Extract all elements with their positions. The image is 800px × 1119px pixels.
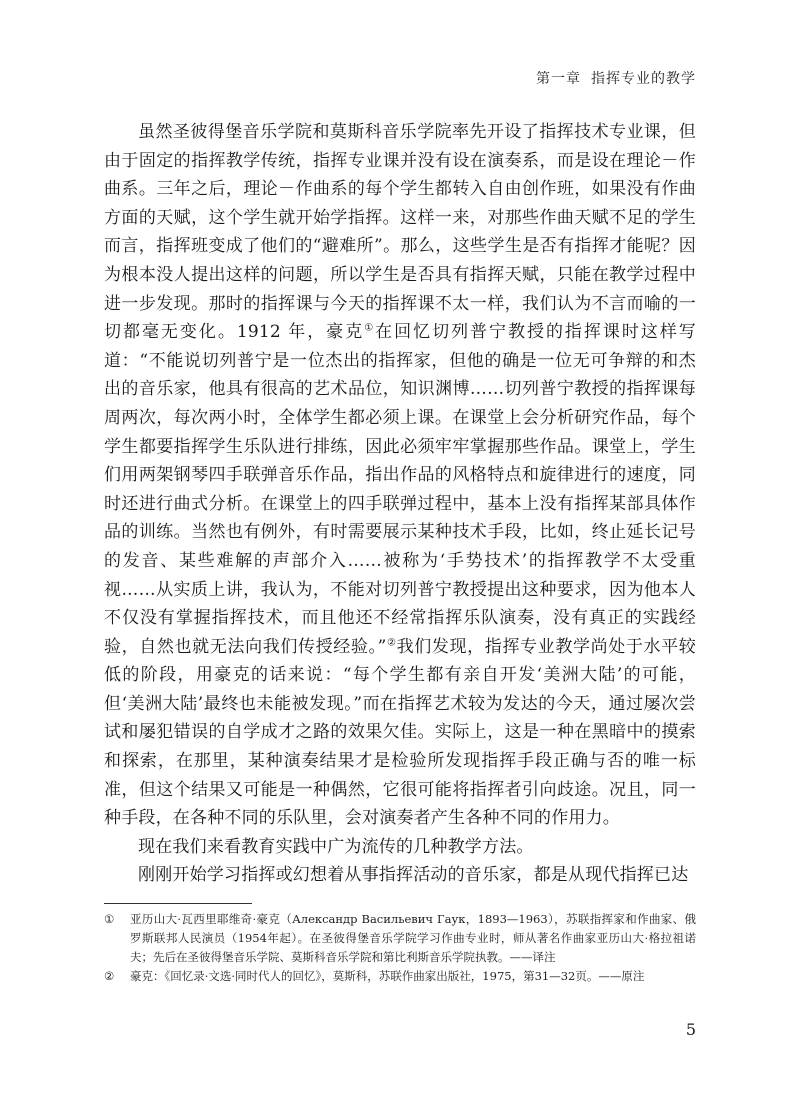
paragraph-3: 刚刚开始学习指挥或幻想着从事指挥活动的音乐家，都是从现代指挥已达 [138,865,689,886]
footnote-2 [104,967,696,986]
running-header [536,68,696,88]
footnote-ref-1: ① [364,322,376,334]
paragraph-1 [104,118,696,833]
footnotes [104,910,696,986]
footnote-2-text: 豪克：《回忆录·文选·同时代人的回忆》，莫斯科，苏联作曲家出版社，1975，第31—32页。——原注 [130,969,645,983]
footnote-ref-2: ② [386,637,397,649]
chapter-title: 指挥专业的教学 [591,71,696,87]
footnote-1 [104,910,696,967]
footnote-1-text: 亚历山大·瓦西里耶维奇·豪克（Александр Васильевич Гаук，1893—1963），苏联指挥家和作曲家、俄罗斯联邦人民演员（1954年起）。在圣彼得堡音乐学院学习作曲专业时，师从著名作曲家亚历山大·格拉祖诺夫；先后在圣彼得堡音乐学院、莫斯科音乐学院和第比利斯音乐学院执教。——译注 [130,912,696,964]
footnote-2-mark: ② [104,969,115,983]
page-number: 5 [685,1020,696,1039]
paragraph-1-part-3: 我们发现，指挥专业教学尚处于水平较低的阶段，用豪克的话来说：“每个学生都有亲自开发‘美洲大陆’的可能，但‘美洲大陆’最终也未能被发现。”而在指挥艺术较为发达的今天，通过屡次尝试和屡犯错误的自学成才之路的效果欠佳。实际上，这是一种在黑暗中的摸索和探索，在那里，某种演奏结果才是检验所发现指挥手段正确与否的唯一标准，但这个结果又可能是一种偶然，它很可能将指挥者引向歧途。况且，同一种手段，在各种不同的乐队里，会对演奏者产生各种不同的作用力。 [104,636,697,829]
footnote-1-mark: ① [104,912,115,926]
paragraph-1-part-1: 虽然圣彼得堡音乐学院和莫斯科音乐学院率先开设了指挥技术专业课，但由于固定的指挥教学传统，指挥专业课并没有设在演奏系，而是设在理论－作曲系。三年之后，理论－作曲系的每个学生都转入自由创作班，如果没有作曲方面的天赋，这个学生就开始学指挥。这样一来，对那些作曲天赋不足的学生而言，指挥班变成了他们的“避难所”。那么，这些学生是否有指挥才能呢？因为根本没人提出这样的问题，所以学生是否具有指挥天赋，只能在教学过程中进一步发现。那时的指挥课与今天的指挥课不太一样，我们认为不言而喻的一切都毫无变化。1912 年，豪克 [104,122,696,343]
chapter-number: 第一章 [536,71,581,87]
footnote-divider [104,903,252,904]
paragraph-1-part-2: 在回忆切列普宁教授的指挥课时这样写道：“不能说切列普宁是一位杰出的指挥家，但他的确是一位无可争辩的和杰出的音乐家，他具有很高的艺术品位，知识渊博……切列普宁教授的指挥课每周两次，每次两小时，全体学生都必须上课。在课堂上会分析研究作品，每个学生都要指挥学生乐队进行排练，因此必须牢牢掌握那些作品。课堂上，学生们用两架钢琴四手联弹音乐作品，指出作品的风格特点和旋律进行的速度，同时还进行曲式分析。在课堂上的四手联弹过程中，基本上没有指挥某部具体作品的训练。当然也有例外，有时需要展示某种技术手段，比如，终止延长记号的发音、某些难解的声部介入……被称为‘手势技术’的指挥教学不太受重视……从实质上讲，我认为，不能对切列普宁教授提出这种要求，因为他本人不仅没有掌握指挥技术，而且他还不经常指挥乐队演奏，没有真正的实践经验，自然也就无法向我们传授经验。” [104,322,696,657]
main-text [104,118,696,890]
paragraph-2: 现在我们来看教育实践中广为流传的几种教学方法。 [138,836,534,857]
